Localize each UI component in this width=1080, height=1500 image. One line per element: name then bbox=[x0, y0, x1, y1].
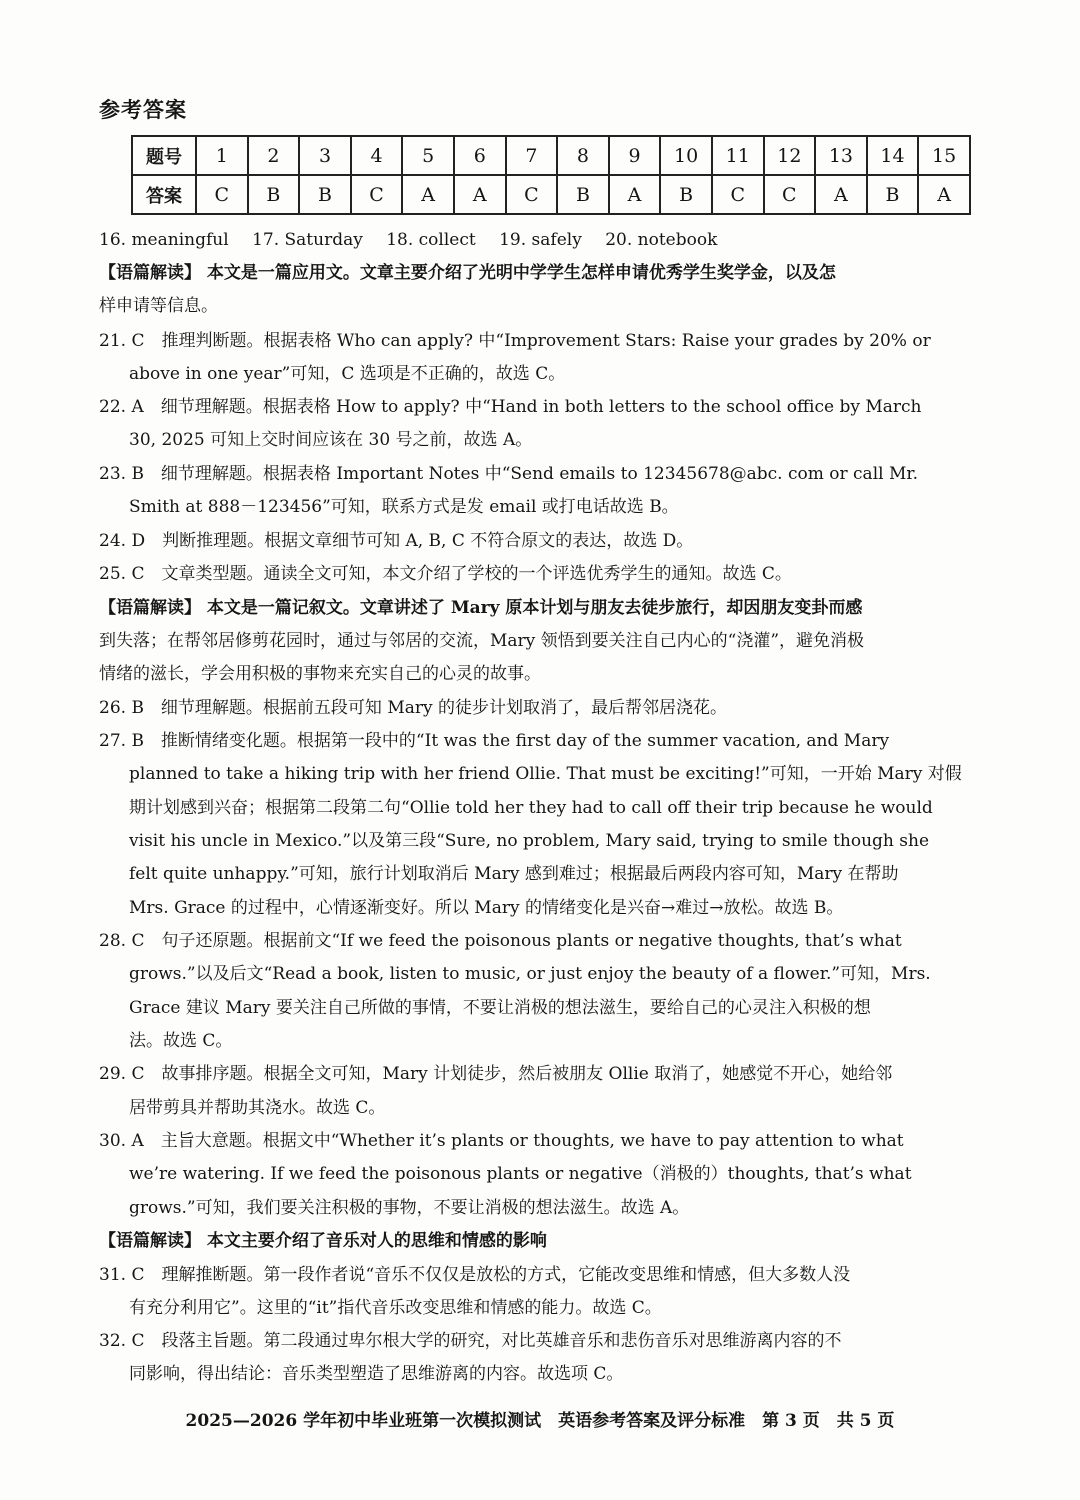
blank-answer: 19. safely bbox=[499, 230, 582, 250]
answer-cell: A bbox=[918, 175, 970, 214]
text-line: 样申请等信息。 bbox=[99, 296, 218, 316]
text-line: above in one year”可知，C 选项是不正确的，故选 C。 bbox=[129, 364, 566, 384]
page-footer: 2025—2026 学年初中毕业班第一次模拟测试 英语参考答案及评分标准 第 3 页 共 5 页 bbox=[185, 1411, 895, 1431]
answer-cell: C bbox=[351, 175, 403, 214]
text-line: 居带剪具并帮助其浇水。故选 C。 bbox=[129, 1098, 386, 1118]
answer-cell: B bbox=[248, 175, 300, 214]
blank-answer: 20. notebook bbox=[605, 230, 718, 250]
text-line: planned to take a hiking trip with her friend Ollie. That must be exciting!”可知，一开始 Mary 对假 bbox=[129, 764, 962, 784]
answer-cell: B bbox=[299, 175, 351, 214]
passage-analysis: 【语篇解读】 本文主要介绍了音乐对人的思维和情感的影响 bbox=[99, 1231, 547, 1251]
number-cell: 13 bbox=[815, 136, 867, 175]
answer-cell: C bbox=[764, 175, 816, 214]
answer-explanation: 30. A 主旨大意题。根据文中“Whether it’s plants or thoughts, we have to pay attention to what bbox=[99, 1131, 904, 1151]
text-line: 法。故选 C。 bbox=[129, 1031, 233, 1051]
fill-in-answers bbox=[99, 229, 989, 251]
number-cell: 4 bbox=[351, 136, 403, 175]
number-cell: 2 bbox=[248, 136, 300, 175]
text-line: 有充分利用它”。这里的“it”指代音乐改变思维和情感的能力。故选 C。 bbox=[129, 1298, 662, 1318]
text-line: 期计划感到兴奋；根据第二段第二句“Ollie told her they had to call off their trip because he would bbox=[129, 798, 933, 818]
page-heading: 参考答案 bbox=[99, 97, 187, 122]
number-cell: 7 bbox=[506, 136, 558, 175]
blank-answer: 17. Saturday bbox=[252, 230, 363, 250]
blank-answer: 18. collect bbox=[386, 230, 476, 250]
text-line: visit his uncle in Mexico.”以及第三段“Sure, no problem, Mary said, trying to smile though she bbox=[129, 831, 930, 851]
number-cell: 12 bbox=[764, 136, 816, 175]
text-line: Grace 建议 Mary 要关注自己所做的事情，不要让消极的想法滋生，要给自己的心灵注入积极的想 bbox=[129, 998, 871, 1018]
text-line: 30, 2025 可知上交时间应该在 30 号之前，故选 A。 bbox=[129, 430, 533, 450]
text-line: we’re watering. If we feed the poisonous plants or negative（消极的）thoughts, that’s what bbox=[129, 1164, 912, 1184]
passage-analysis: 【语篇解读】 本文是一篇应用文。文章主要介绍了光明中学学生怎样申请优秀学生奖学金，以及怎 bbox=[99, 263, 836, 283]
answer-explanation: 32. C 段落主旨题。第二段通过卑尔根大学的研究，对比英雄音乐和悲伤音乐对思维游离内容的不 bbox=[99, 1331, 842, 1351]
text-line: 情绪的滋长，学会用积极的事物来充实自己的心灵的故事。 bbox=[99, 664, 541, 684]
row-label-number: 题号 bbox=[132, 136, 196, 175]
text-line: Mrs. Grace 的过程中，心情逐渐变好。所以 Mary 的情绪变化是兴奋→难过→放松。故选 B。 bbox=[129, 898, 844, 918]
answer-explanation: 21. C 推理判断题。根据表格 Who can apply? 中“Improvement Stars: Raise your grades by 20% or bbox=[99, 331, 931, 351]
answer-explanation: 28. C 句子还原题。根据前文“If we feed the poisonous plants or negative thoughts, that’s what bbox=[99, 931, 902, 951]
answer-cell: B bbox=[660, 175, 712, 214]
answer-cell: C bbox=[712, 175, 764, 214]
answer-cell: A bbox=[815, 175, 867, 214]
answer-explanation: 22. A 细节理解题。根据表格 How to apply? 中“Hand in both letters to the school office by March bbox=[99, 397, 922, 417]
answer-cell: A bbox=[454, 175, 506, 214]
answer-cell: C bbox=[196, 175, 248, 214]
answer-cell: C bbox=[506, 175, 558, 214]
text-line: felt quite unhappy.”可知，旅行计划取消后 Mary 感到难过；根据最后两段内容可知，Mary 在帮助 bbox=[129, 864, 899, 884]
answer-cell: B bbox=[557, 175, 609, 214]
number-cell: 8 bbox=[557, 136, 609, 175]
number-cell: 15 bbox=[918, 136, 970, 175]
number-cell: 9 bbox=[609, 136, 661, 175]
text-line: 同影响，得出结论：音乐类型塑造了思维游离的内容。故选项 C。 bbox=[129, 1364, 624, 1384]
text-line: grows.”可知，我们要关注积极的事物，不要让消极的想法滋生。故选 A。 bbox=[129, 1198, 690, 1218]
answer-cell: A bbox=[609, 175, 661, 214]
blank-answer: 16. meaningful bbox=[99, 230, 229, 250]
answer-explanation: 27. B 推断情绪变化题。根据第一段中的“It was the first day of the summer vacation, and Mary bbox=[99, 731, 890, 751]
number-cell: 5 bbox=[402, 136, 454, 175]
number-row bbox=[132, 136, 970, 175]
text-line: grows.”以及后文“Read a book, listen to music, or just enjoy the beauty of a flower.”可知，Mrs. bbox=[129, 964, 931, 984]
number-cell: 14 bbox=[867, 136, 919, 175]
answer-row bbox=[132, 175, 970, 214]
answer-explanation: 23. B 细节理解题。根据表格 Important Notes 中“Send emails to 12345678@abc. com or call Mr. bbox=[99, 464, 919, 484]
answer-explanation: 24. D 判断推理题。根据文章细节可知 A, B, C 不符合原文的表达，故选 D。 bbox=[99, 531, 694, 551]
number-cell: 11 bbox=[712, 136, 764, 175]
answer-cell: B bbox=[867, 175, 919, 214]
row-label-answer: 答案 bbox=[132, 175, 196, 214]
answer-explanation: 25. C 文章类型题。通读全文可知，本文介绍了学校的一个评选优秀学生的通知。故选 C。 bbox=[99, 564, 792, 584]
number-cell: 3 bbox=[299, 136, 351, 175]
text-line: 到失落；在帮邻居修剪花园时，通过与邻居的交流，Mary 领悟到要关注自己内心的“浇灌”，避免消极 bbox=[99, 631, 865, 651]
number-cell: 6 bbox=[454, 136, 506, 175]
number-cell: 10 bbox=[660, 136, 712, 175]
passage-analysis: 【语篇解读】 本文是一篇记叙文。文章讲述了 Mary 原本计划与朋友去徒步旅行，却因朋友变卦而感 bbox=[99, 598, 863, 618]
text-line: Smith at 888－123456”可知，联系方式是发 email 或打电话故选 B。 bbox=[129, 497, 679, 517]
number-cell: 1 bbox=[196, 136, 248, 175]
answer-table bbox=[131, 135, 971, 215]
answer-explanation: 29. C 故事排序题。根据全文可知，Mary 计划徒步，然后被朋友 Ollie 取消了，她感觉不开心，她给邻 bbox=[99, 1064, 893, 1084]
answer-explanation: 26. B 细节理解题。根据前五段可知 Mary 的徒步计划取消了，最后帮邻居浇花。 bbox=[99, 698, 728, 718]
answer-explanation: 31. C 理解推断题。第一段作者说“音乐不仅仅是放松的方式，它能改变思维和情感，但大多数人没 bbox=[99, 1265, 851, 1285]
answer-cell: A bbox=[402, 175, 454, 214]
